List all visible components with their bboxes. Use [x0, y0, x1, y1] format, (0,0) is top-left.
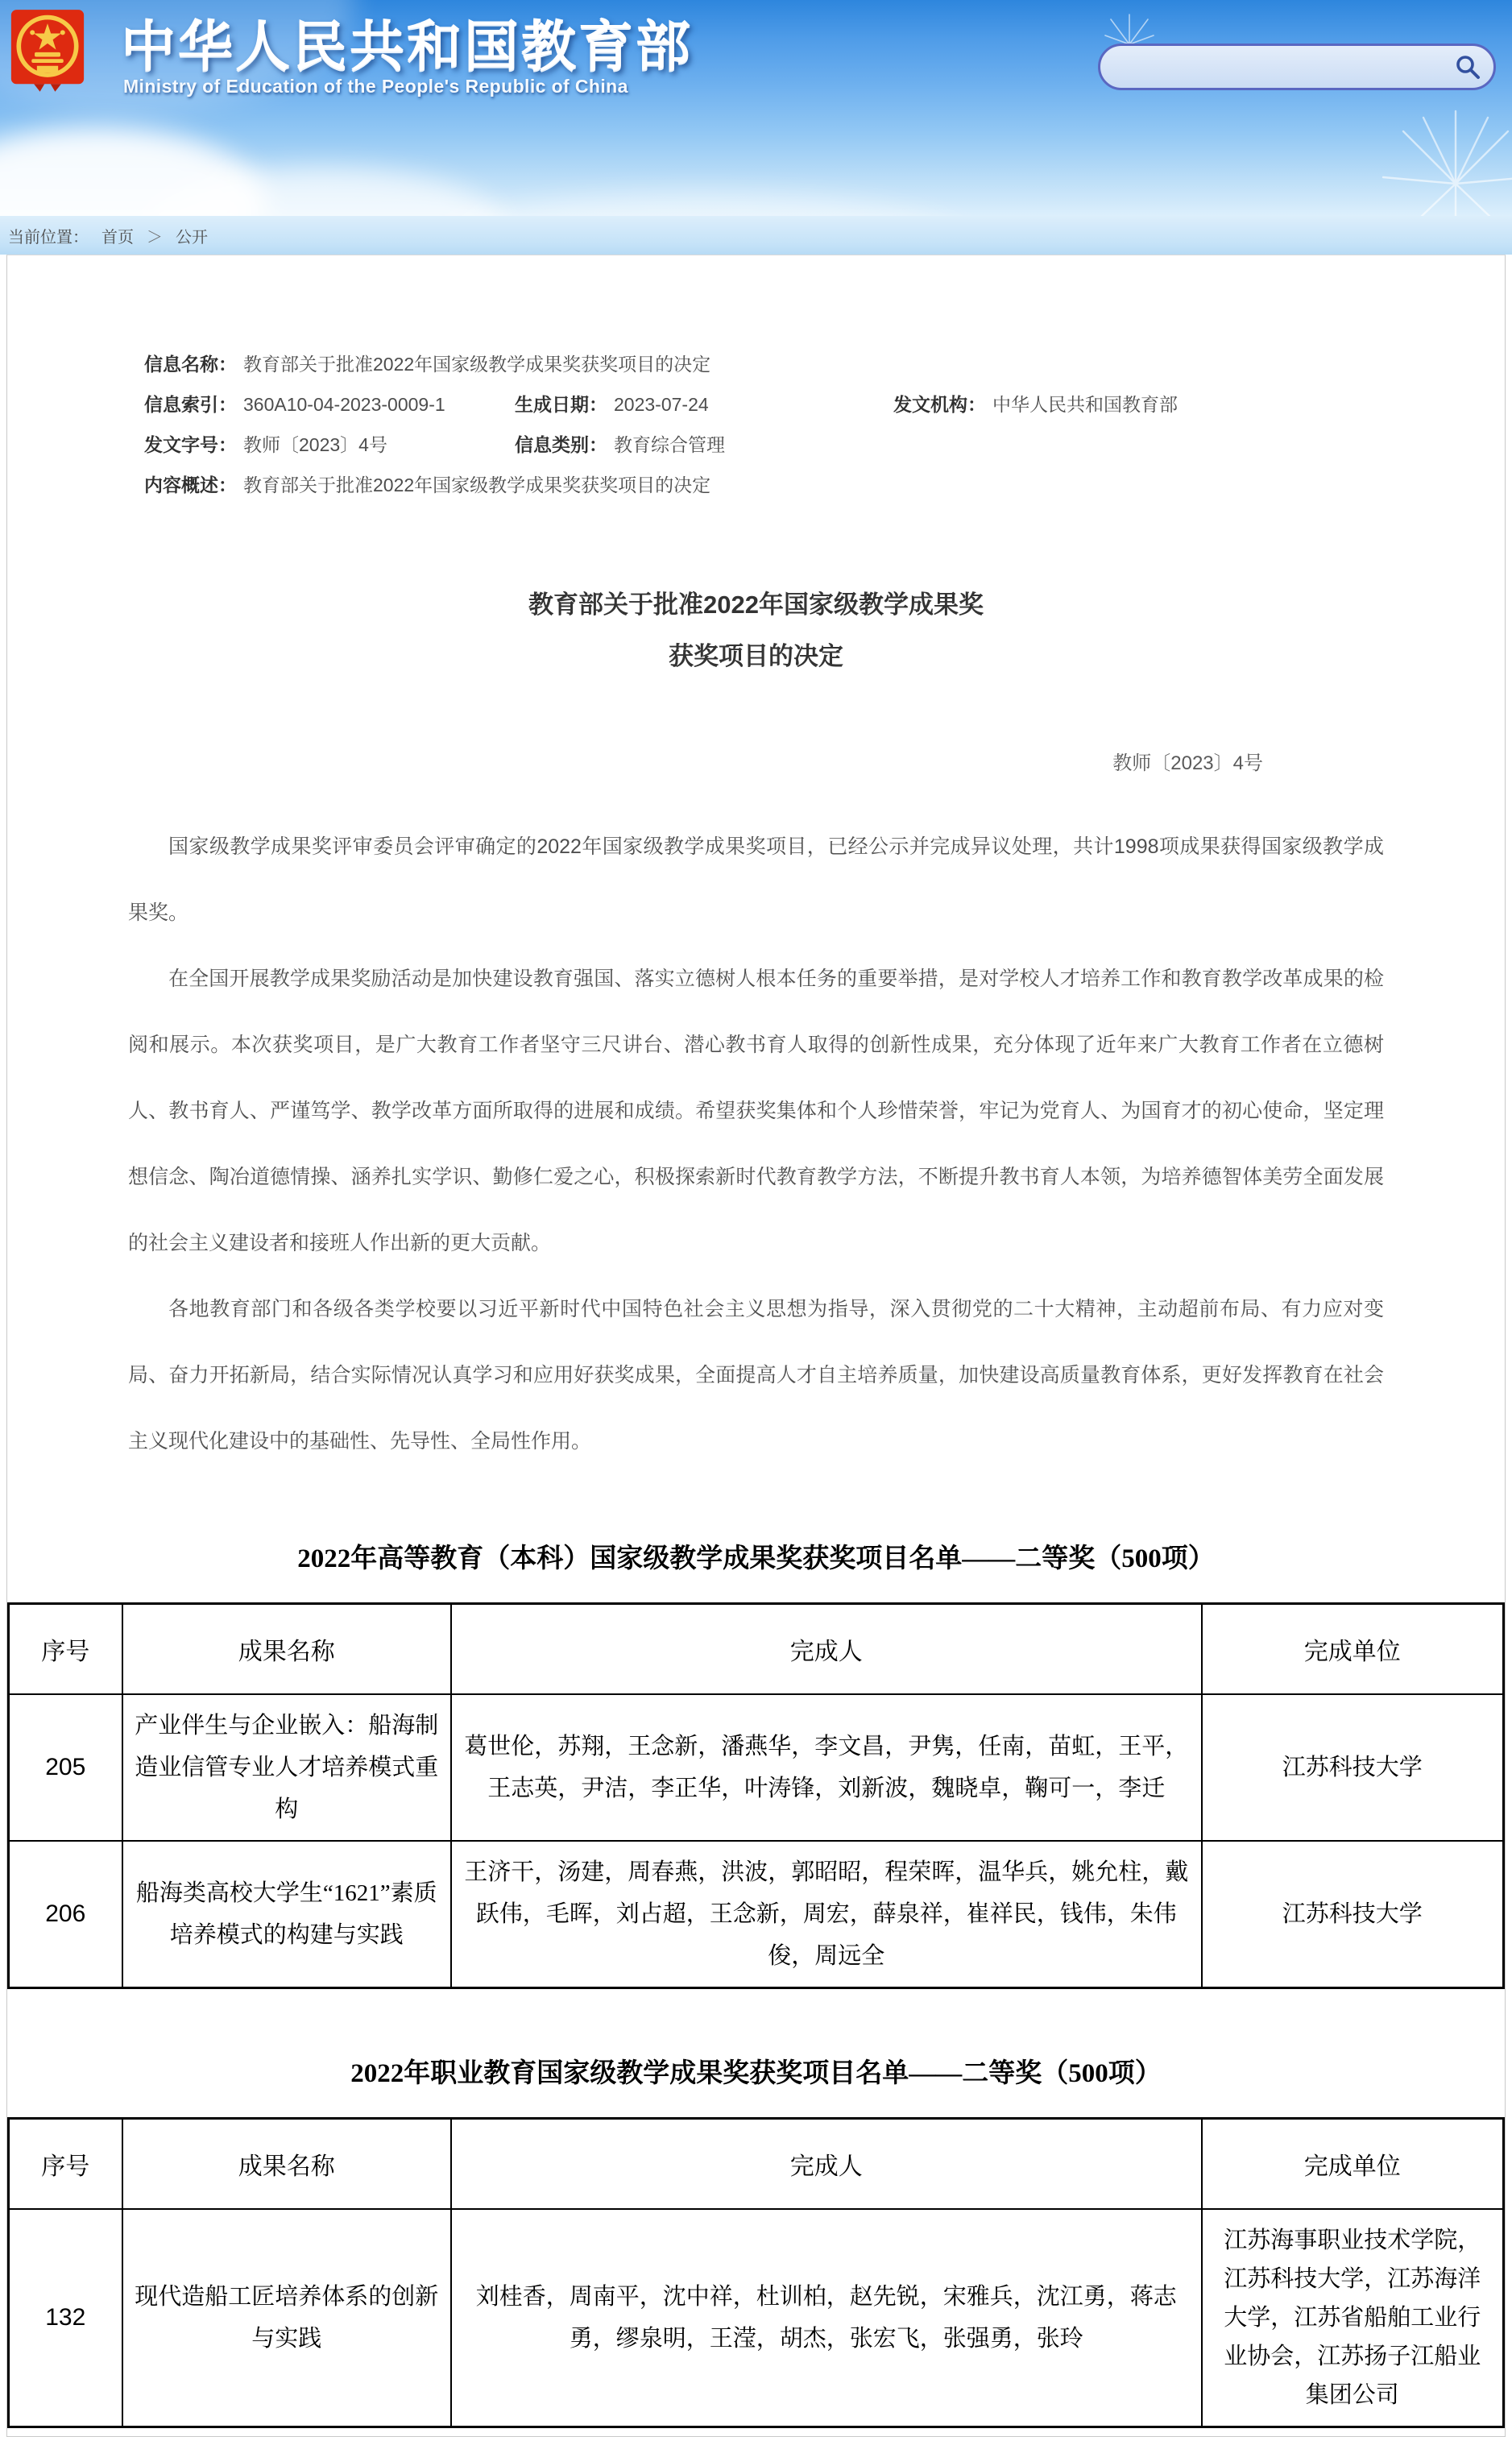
meta-category [515, 425, 893, 465]
cell-no: 132 [9, 2209, 122, 2427]
table-row [9, 1694, 1504, 1841]
site-title: 中华人民共和国教育部 [121, 16, 694, 77]
cell-name: 船海类高校大学生“1621”素质培养模式的构建与实践 [122, 1841, 451, 1988]
meta-docnum [144, 425, 515, 465]
document-body [7, 814, 1505, 1474]
paragraph-2: 在全国开展教学成果奖励活动是加快建设教育强国、落实立德树人根本任务的重要举措，是对学校人才培养工作和教育教学改革成果的检阅和展示。本次获奖项目，是广大教育工作者坚守三尺讲台、潜心教书育人取得的创新性成果，充分体现了近年来广大教育工作者在立德树人、教书育人、严谨笃学、教学改革方面所取得的进展和成绩。希望获奖集体和个人珍惜荣誉，牢记为党育人、为国育才的初心使命，坚定理想信念、陶冶道德情操、涵养扎实学识、勤修仁爱之心，积极探索新时代教育教学方法，不断提升教书育人本领，为培养德智体美劳全面发展的社会主义建设者和接班人作出新的更大贡献。 [128, 968, 1384, 1254]
meta-agency [893, 384, 1473, 425]
dandelion-icon [1367, 103, 1512, 216]
column-header-people: 完成人 [451, 1604, 1202, 1695]
breadcrumb-home-link[interactable]: 首页 [101, 228, 134, 247]
breadcrumb-separator: ＞ [147, 228, 163, 247]
column-header-name: 成果名称 [122, 1604, 451, 1695]
meta-name-value: 教育部关于批准2022年国家级教学成果奖获奖项目的决定 [243, 354, 711, 375]
column-header-org: 完成单位 [1202, 2119, 1504, 2210]
meta-category-value: 教育综合管理 [614, 434, 725, 455]
paragraph-3: 各地教育部门和各级各类学校要以习近平新时代中国特色社会主义思想为指导，深入贯彻党的二十大精神，主动超前布局、有力应对变局、奋力开拓新局，结合实际情况认真学习和应用好获奖成果，全面提高人才自主培养质量，加快建设高质量教育体系，更好发挥教育在社会主义现代化建设中的基础性、先导性、全局性作用。 [128, 1298, 1384, 1453]
awards-table-higher-education [7, 1602, 1505, 1989]
site-banner [0, 0, 1512, 216]
meta-date-value: 2023-07-24 [614, 394, 709, 415]
document-title [7, 579, 1505, 682]
meta-agency-label: 发文机构： [893, 394, 986, 415]
meta-row [144, 425, 1473, 465]
meta-docnum-value: 教师〔2023〕4号 [243, 434, 387, 455]
cell-people: 葛世伦，苏翔，王念新，潘燕华，李文昌，尹隽，任南，苗虹，王平，王志英，尹洁，李正华，叶涛锋，刘新波，魏晓卓，鞠可一，李迁 [451, 1694, 1202, 1841]
cell-no: 206 [9, 1841, 122, 1988]
table-row [9, 2209, 1504, 2427]
breadcrumb-label: 当前位置： [8, 228, 89, 247]
table-title-higher-education: 2022年高等教育（本科）国家级教学成果奖获奖项目名单——二等奖（500项） [297, 1544, 1215, 1573]
cell-org: 江苏科技大学 [1202, 1694, 1504, 1841]
meta-category-label: 信息类别： [515, 434, 607, 455]
site-subtitle: Ministry of Education of the People's Republic of China [123, 76, 628, 97]
meta-name-label: 信息名称： [144, 354, 237, 375]
cell-name: 产业伴生与企业嵌入：船海制造业信管专业人才培养模式重构 [122, 1694, 451, 1841]
meta-name [144, 344, 1473, 384]
meta-summary [144, 465, 1473, 505]
cell-no: 205 [9, 1694, 122, 1841]
meta-index-label: 信息索引： [144, 394, 237, 415]
cell-people: 王济干，汤建，周春燕，洪波，郭昭昭，程荣晖，温华兵，姚允柱，戴跃伟，毛晖，刘占超，王念新，周宏，薛泉祥，崔祥民，钱伟，朱伟俊，周远全 [451, 1841, 1202, 1988]
meta-row [144, 465, 1473, 505]
column-header-org: 完成单位 [1202, 1604, 1504, 1695]
cell-people: 刘桂香，周南平，沈中祥，杜训柏，赵先锐，宋雅兵，沈江勇，蒋志勇，缪泉明，王滢，胡杰，张宏飞，张强勇，张玲 [451, 2209, 1202, 2427]
breadcrumb [0, 216, 1512, 255]
meta-date-label: 生成日期： [515, 394, 607, 415]
meta-index [144, 384, 515, 425]
table-row [9, 1841, 1504, 1988]
paragraph-1: 国家级教学成果奖评审委员会评审确定的2022年国家级教学成果奖项目，已经公示并完成异议处理，共计1998项成果获得国家级教学成果奖。 [128, 835, 1384, 924]
column-header-no: 序号 [9, 2119, 122, 2210]
meta-summary-value: 教育部关于批准2022年国家级教学成果奖获奖项目的决定 [243, 475, 711, 495]
document-meta [7, 255, 1505, 505]
cloud-decoration [419, 192, 983, 216]
document-title-line2: 获奖项目的决定 [669, 642, 843, 670]
search-box [1098, 44, 1496, 90]
meta-row [144, 344, 1473, 384]
meta-date [515, 384, 893, 425]
search-icon [1455, 54, 1481, 80]
awards-table-vocational-education [7, 2117, 1505, 2428]
document-number: 教师〔2023〕4号 [1112, 752, 1263, 774]
table-header-row [9, 1604, 1504, 1695]
cell-org: 江苏科技大学 [1202, 1841, 1504, 1988]
search-input[interactable] [1120, 45, 1455, 89]
cell-name: 现代造船工匠培养体系的创新与实践 [122, 2209, 451, 2427]
content-panel [6, 255, 1506, 2437]
meta-docnum-label: 发文字号： [144, 434, 237, 455]
meta-agency-value: 中华人民共和国教育部 [992, 394, 1178, 415]
column-header-name: 成果名称 [122, 2119, 451, 2210]
document-title-line1: 教育部关于批准2022年国家级教学成果奖 [528, 591, 984, 619]
cell-org: 江苏海事职业技术学院，江苏科技大学，江苏海洋大学，江苏省船舶工业行业协会，江苏扬子江船业集团公司 [1202, 2209, 1504, 2427]
meta-row [144, 384, 1473, 425]
breadcrumb-current-link[interactable]: 公开 [176, 228, 208, 247]
meta-index-value: 360A10-04-2023-0009-1 [243, 394, 445, 415]
column-header-no: 序号 [9, 1604, 122, 1695]
table-header-row [9, 2119, 1504, 2210]
national-emblem [10, 8, 85, 92]
column-header-people: 完成人 [451, 2119, 1202, 2210]
meta-empty [893, 425, 1473, 465]
search-button[interactable] [1455, 54, 1481, 80]
meta-summary-label: 内容概述： [144, 475, 237, 495]
table-title-vocational-education: 2022年职业教育国家级教学成果奖获奖项目名单——二等奖（500项） [350, 2059, 1162, 2088]
